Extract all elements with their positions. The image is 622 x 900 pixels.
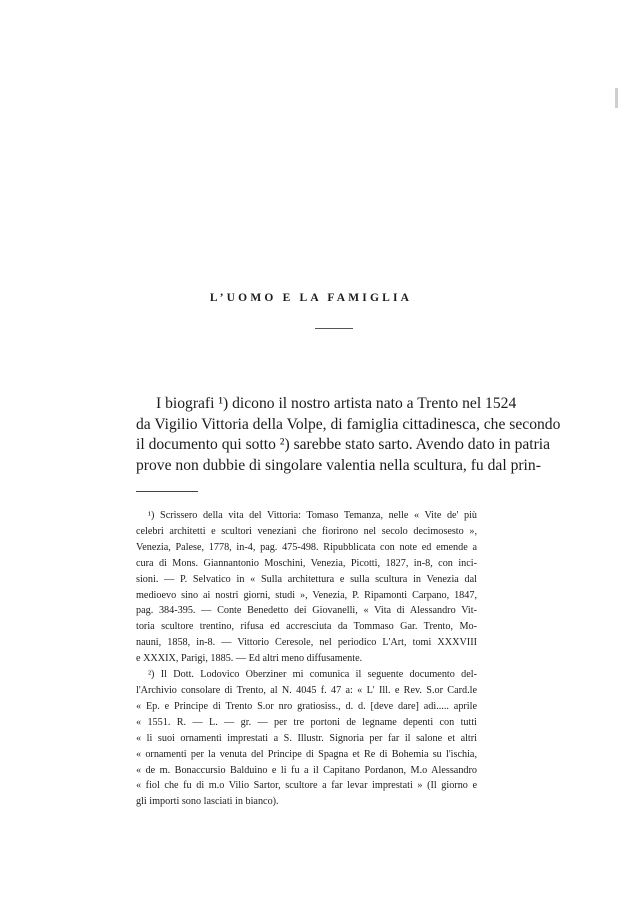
footnote-line: « de m. Bonaccursio Balduino e li fu a il Capitano Pordanon, M.o Alessandro: [136, 764, 477, 776]
footnotes: [136, 508, 477, 810]
footnote-2: [136, 667, 477, 810]
footnote-line: sioni. — P. Selvatico in « Sulla architettura e sulla scultura in Venezia dal: [136, 573, 477, 585]
footnote-line: « fiol che fu di m.o Vilio Sartor, scultore a far levar imprestati » (Il giorno e: [136, 780, 477, 792]
footnote-line: ²) Il Dott. Lodovico Oberziner mi comunica il seguente documento del-: [148, 669, 477, 681]
footnote-line: gli importi sono lasciati in bianco).: [136, 796, 279, 808]
body-line: prove non dubbie di singolare valentia nella scultura, fu dal prin-: [136, 456, 541, 474]
body-paragraph: [136, 394, 561, 476]
footnote-separator: [136, 491, 198, 492]
footnote-line: nauni, 1858, in-8. — Vittorio Ceresole, nel periodico L'Art, tomi XXXVIII: [136, 637, 477, 649]
body-line: I biografi ¹) dicono il nostro artista nato a Trento nel 1524: [156, 395, 517, 412]
footnote-line: pag. 384-395. — Conte Benedetto dei Giovanelli, « Vita di Alessandro Vit-: [136, 605, 477, 617]
page-edge-mark: [615, 88, 618, 108]
footnote-line: « ornamenti per la venuta del Principe di Spagna et Re di Bohemia su l'ischia,: [136, 748, 477, 760]
footnote-line: « li suoi ornamenti imprestati a S. Illustr. Signoria per far il salone et altri: [136, 732, 477, 744]
title-divider: [315, 328, 353, 329]
footnote-line: toria scultore trentino, rifusa ed accresciuta da Tommaso Gar. Trento, Mo-: [136, 621, 477, 633]
footnote-line: celebri architetti e scultori veneziani che fiorirono nel secolo decimosesto »,: [136, 525, 477, 537]
body-line: il documento qui sotto ²) sarebbe stato sarto. Avendo dato in patria: [136, 436, 551, 453]
footnote-line: « 1551. R. — L. — gr. — per tre portoni de legname depenti con tutti: [136, 716, 477, 728]
footnote-line: medioevo sino ai nostri giorni, studi », Venezia, P. Ripamonti Carpano, 1847,: [136, 589, 477, 601]
footnote-line: ¹) Scrissero della vita del Vittoria: Tomaso Temanza, nelle « Vite de' più: [148, 510, 477, 521]
footnote-1: [136, 508, 477, 667]
footnote-line: l'Archivio consolare di Trento, al N. 4045 f. 47 a: « L' Ill. e Rev. S.or Card.le: [136, 684, 477, 696]
footnote-line: e XXXIX, Parigi, 1885. — Ed altri meno diffusamente.: [136, 653, 363, 665]
body-line: da Vigilio Vittoria della Volpe, di famiglia cittadinesca, che secondo: [136, 415, 561, 433]
chapter-title: L’UOMO E LA FAMIGLIA: [209, 292, 413, 304]
footnote-line: Venezia, Palese, 1778, in-4, pag. 475-498. Ripubblicata con note ed emende a: [136, 541, 477, 553]
footnote-line: cura di Mons. Giannantonio Moschini, Venezia, Picotti, 1827, in-8, con inci-: [136, 557, 477, 569]
footnote-line: « Ep. e Principe di Trento S.or nro gratiosiss., d. d. [deve dare] adì..... aprile: [136, 700, 477, 712]
